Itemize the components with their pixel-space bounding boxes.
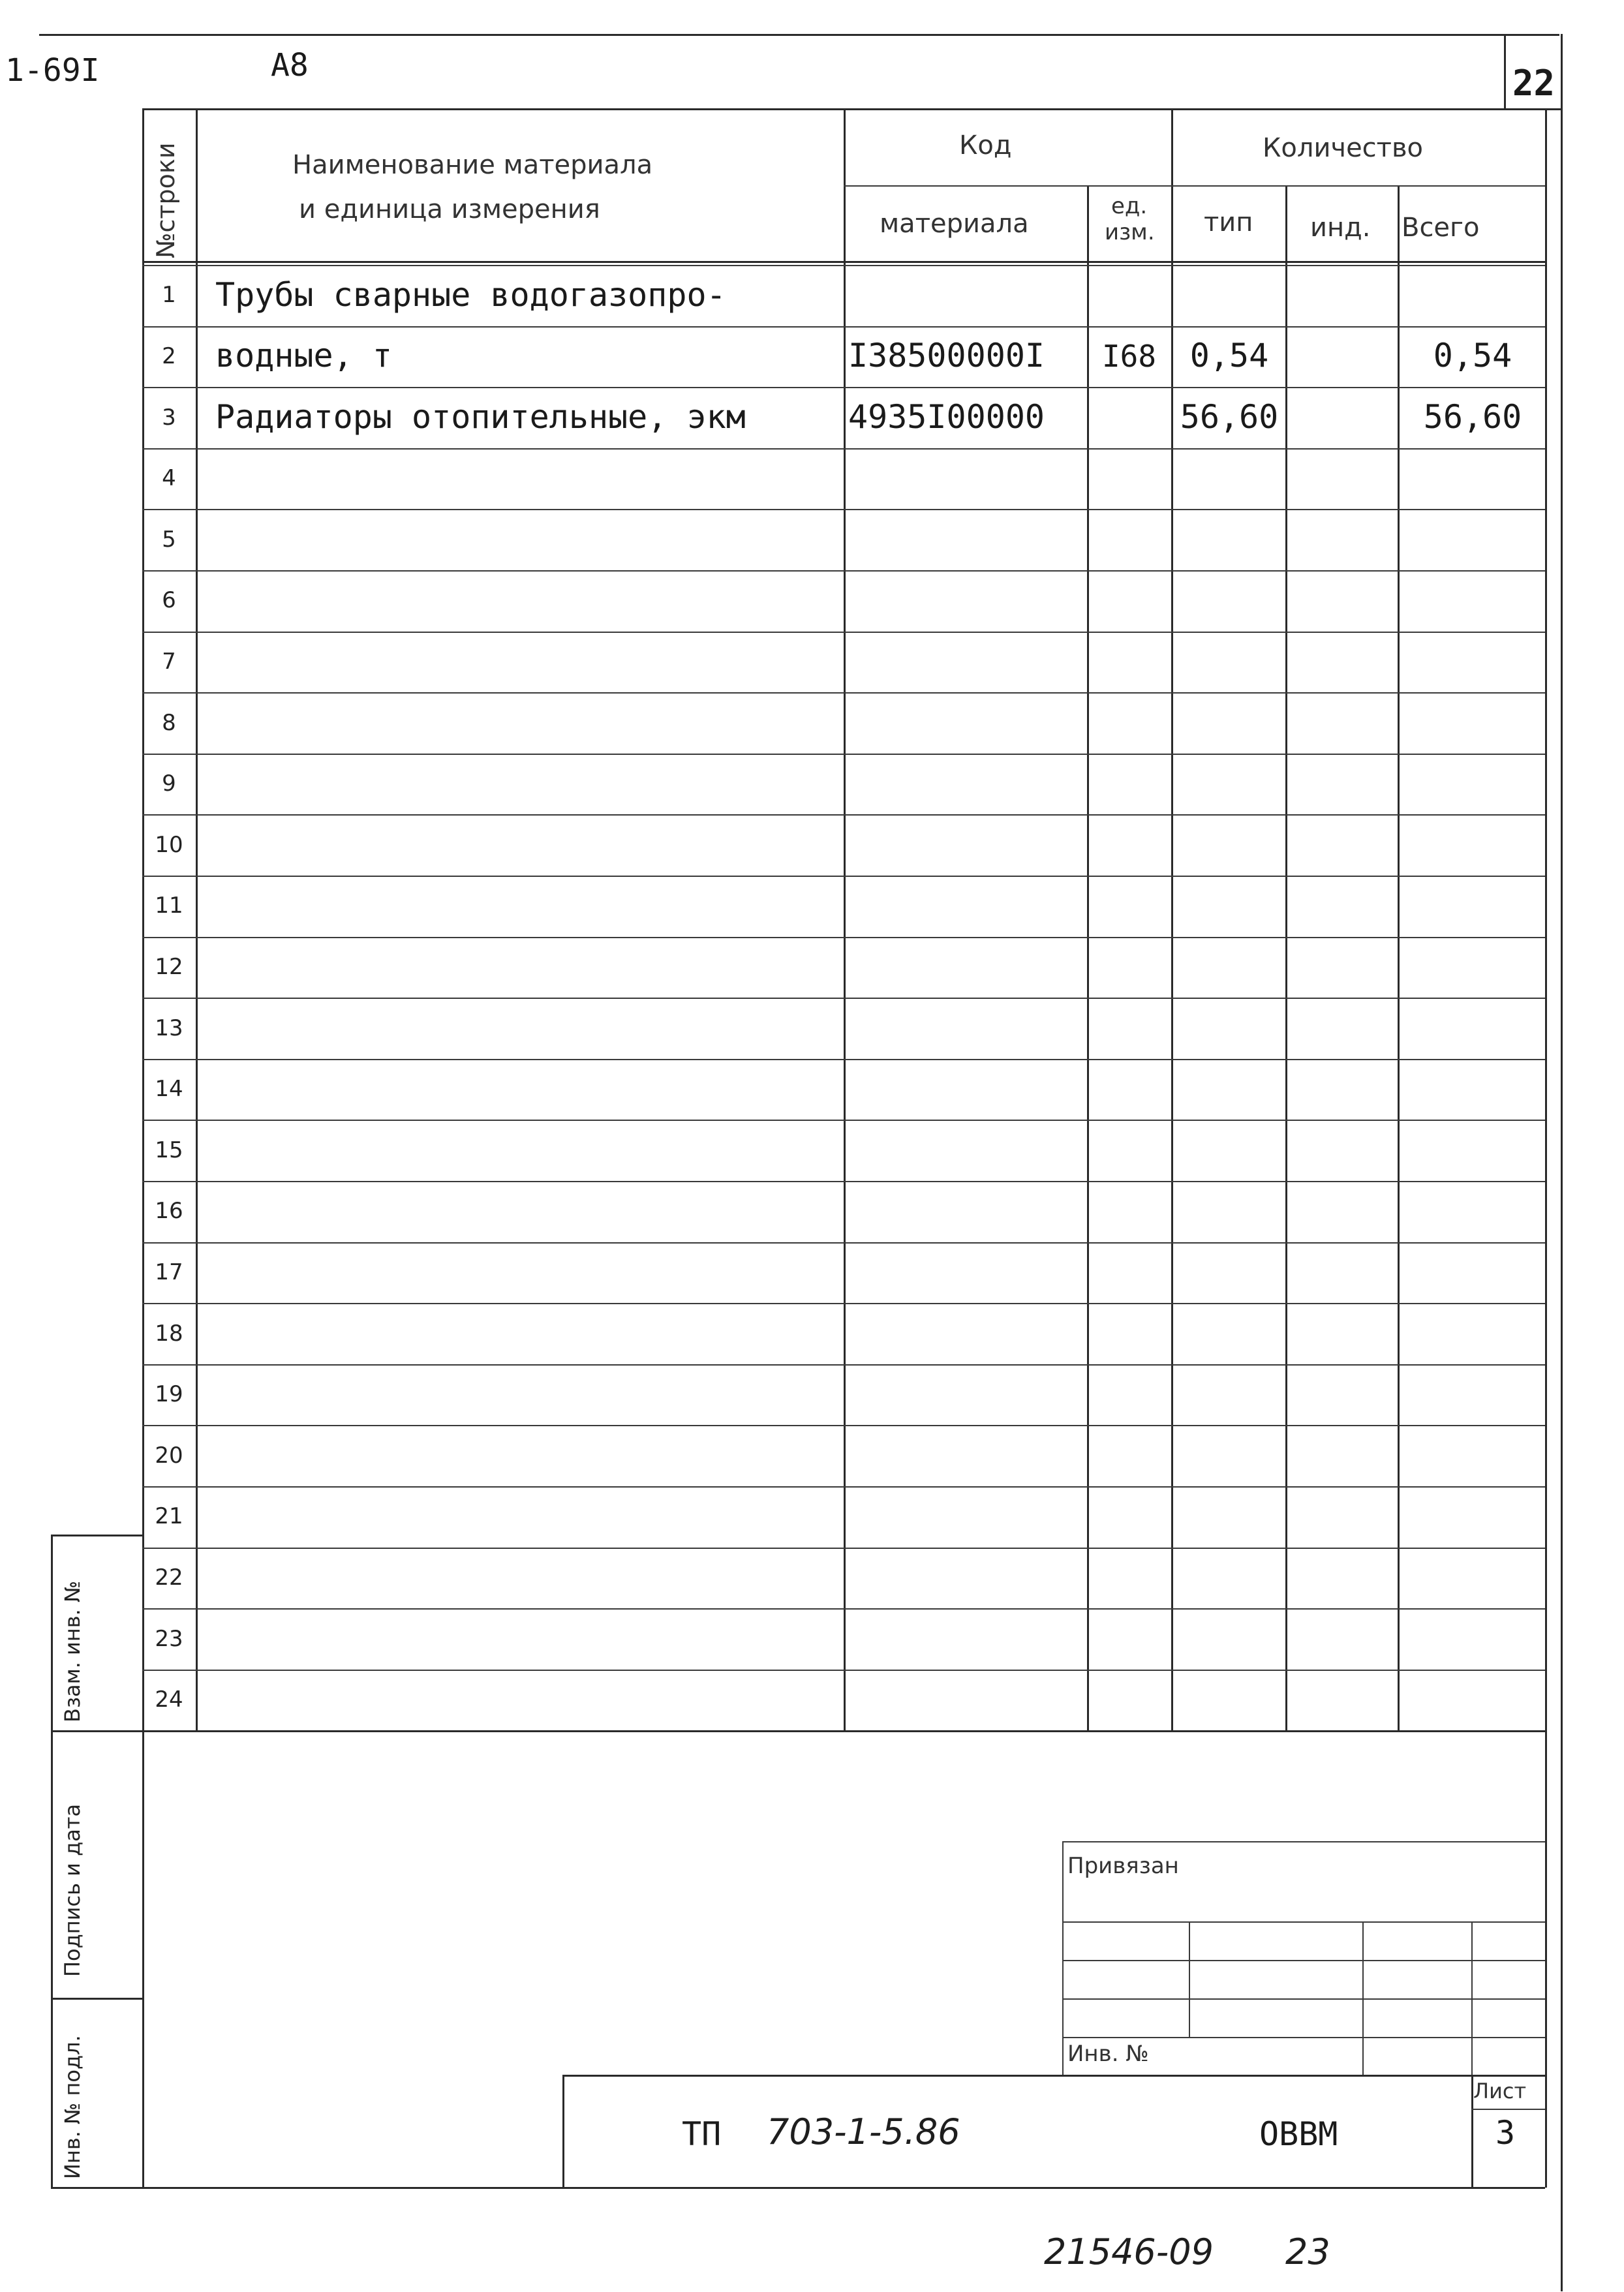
row-number: 1 — [162, 282, 176, 309]
row-divider — [142, 1364, 1545, 1366]
row-divider — [142, 570, 1545, 572]
row-divider — [142, 1425, 1545, 1426]
row-number: 17 — [155, 1259, 183, 1285]
header-quantity: Количество — [1263, 133, 1424, 163]
side-strip-sep1 — [51, 1730, 144, 1732]
row-number: 6 — [162, 587, 176, 614]
side-label-vzam: Взам. инв. № — [60, 1580, 85, 1722]
stamp-line3 — [1062, 1998, 1545, 2000]
side-label-podpis: Подпись и дата — [60, 1803, 85, 1977]
sheet-box-sep — [1471, 2109, 1545, 2110]
bottom-page-number: 23 — [1285, 2231, 1330, 2272]
row-divider — [142, 692, 1545, 694]
header-ind: инд. — [1310, 213, 1371, 243]
header-name-line2: и единица измерения — [299, 194, 600, 224]
cell-total: 56,60 — [1423, 398, 1522, 436]
cell-type: 0,54 — [1189, 337, 1269, 375]
row-divider — [142, 1181, 1545, 1182]
row-divider — [142, 1670, 1545, 1671]
stamp-top — [1062, 1841, 1545, 1842]
row-number: 10 — [155, 831, 183, 858]
row-divider — [142, 937, 1545, 938]
stamp-col1 — [1189, 1921, 1190, 2037]
frame-top — [39, 34, 1559, 36]
header-bottom-line — [142, 261, 1545, 263]
header-sub-line — [844, 185, 1545, 187]
row-divider — [142, 814, 1545, 816]
stamp-tp: ТП — [682, 2115, 722, 2153]
row-divider — [142, 876, 1545, 877]
row-divider — [142, 1303, 1545, 1304]
row-number: 18 — [155, 1320, 183, 1347]
row-number: 3 — [162, 404, 176, 431]
row-divider — [142, 448, 1545, 450]
stamp-sheet-number: 3 — [1495, 2114, 1516, 2152]
row-divider — [142, 326, 1545, 328]
cell-unit: I68 — [1101, 338, 1157, 374]
header-unit-line2: изм. — [1105, 219, 1155, 245]
row-divider — [142, 1242, 1545, 1244]
row-divider — [142, 509, 1545, 510]
row-number: 21 — [155, 1503, 183, 1530]
frame-right — [1561, 34, 1563, 2291]
row-number: 13 — [155, 1015, 183, 1041]
row-number: 14 — [155, 1076, 183, 1103]
header-name-line1: Наименование материала — [292, 150, 653, 180]
format-label: A8 — [271, 47, 309, 84]
row-number: 8 — [162, 709, 176, 736]
row-number: 7 — [162, 649, 176, 675]
header-type: тип — [1204, 207, 1253, 237]
stamp-line4 — [1062, 2037, 1545, 2038]
row-divider — [142, 1120, 1545, 1121]
cell-total: 0,54 — [1433, 337, 1512, 375]
header-material: материала — [880, 209, 1029, 239]
col-sep-material — [1087, 185, 1089, 1730]
table-bottom-border — [142, 1730, 1545, 1732]
stamp-privyazan: Привязан — [1067, 1853, 1179, 1879]
cell-name: водные, т — [215, 337, 392, 375]
row-divider — [142, 632, 1545, 633]
stamp-line1 — [1062, 1921, 1545, 1923]
title-row-top — [562, 2075, 1545, 2077]
row-divider — [142, 387, 1545, 388]
row-divider — [142, 998, 1545, 999]
cell-name: Трубы сварные водогазопро- — [215, 275, 726, 314]
side-label-inv-podl: Инв. № подл. — [60, 2035, 85, 2179]
cell-name: Радиаторы отопительные, экм — [215, 398, 746, 436]
row-number: 15 — [155, 1137, 183, 1163]
row-number: 23 — [155, 1625, 183, 1652]
row-divider — [142, 1608, 1545, 1610]
header-total: Всего — [1402, 213, 1480, 243]
header-double-line — [142, 265, 1545, 266]
frame-bottom — [142, 2187, 1545, 2189]
side-strip-top — [51, 1535, 144, 1536]
row-number: 12 — [155, 954, 183, 980]
stamp-project-number: 703-1-5.86 — [767, 2111, 960, 2152]
row-divider — [142, 1548, 1545, 1549]
row-divider — [142, 1059, 1545, 1060]
stamp-inv-no: Инв. № — [1067, 2041, 1149, 2067]
table-right-border — [1545, 108, 1547, 1730]
row-number: 9 — [162, 771, 176, 797]
bottom-archive-code: 21546-09 — [1044, 2231, 1214, 2272]
col-sep-type — [1285, 185, 1287, 1730]
row-number: 5 — [162, 526, 176, 553]
row-number: 4 — [162, 465, 176, 492]
stamp-left — [1062, 1841, 1064, 2075]
page-number-box-left — [1504, 34, 1506, 110]
stamp-sheet-label: Лист — [1473, 2079, 1527, 2103]
title-row-left — [562, 2075, 564, 2188]
col-sep-ind — [1398, 185, 1400, 1730]
row-number: 16 — [155, 1198, 183, 1225]
header-code: Код — [959, 130, 1012, 160]
cell-code: I38500000I — [848, 337, 1045, 375]
row-number: 20 — [155, 1442, 183, 1469]
stamp-col3 — [1471, 1921, 1473, 2075]
side-strip-left — [51, 1535, 53, 2187]
row-number: 22 — [155, 1565, 183, 1591]
cell-type: 56,60 — [1180, 398, 1279, 436]
stamp-right — [1545, 1730, 1547, 2188]
header-row-no: №строки — [151, 142, 180, 258]
side-strip-bottom — [51, 2187, 144, 2189]
side-strip-sep2 — [51, 1998, 144, 2000]
cell-code: 4935I00000 — [848, 398, 1045, 436]
stamp-col2 — [1362, 1921, 1364, 2075]
row-number: 2 — [162, 343, 176, 369]
row-number: 19 — [155, 1381, 183, 1408]
row-divider — [142, 754, 1545, 755]
stamp-line2 — [1062, 1960, 1545, 1961]
row-divider — [142, 1486, 1545, 1488]
row-number: 24 — [155, 1687, 183, 1713]
row-number: 11 — [155, 893, 183, 919]
page-number: 22 — [1512, 63, 1555, 104]
corner-reference: 1-69I — [5, 52, 100, 89]
header-unit-line1: ед. — [1111, 193, 1148, 219]
stamp-section: ОВВМ — [1259, 2115, 1338, 2153]
